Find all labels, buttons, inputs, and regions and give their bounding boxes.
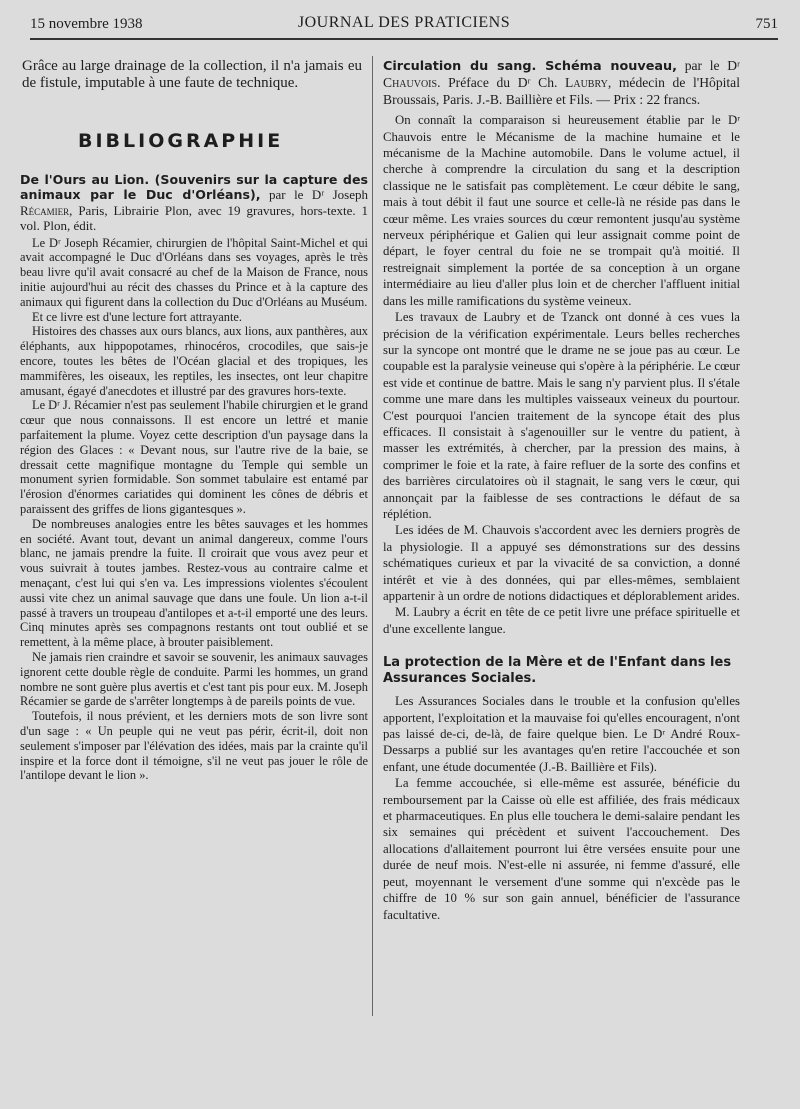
book-title-by: par le Dʳ Joseph <box>260 187 368 203</box>
paragraph: La femme accouchée, si elle-même est assurée, bénéficie du remboursement par la Caisse où elle est affiliée, des frais médicaux et pharmaceutiques. En plus elle touchera le demi-salaire pendant les six semaines qui précèdent et suivent l'accouchement. Des allocations d'allaitement pourront lui être versées ensuite pour une durée de neuf mois. N'est-elle ni assurée, ni femme d'assuré, elle peut, moyennant le versement d'une somme qui n'excède pas le chiffre de 10 % sur son gain annuel, bénéficier de l'assurance facultative. <box>383 776 740 922</box>
book-title: De l'Ours au Lion. (Souvenirs sur la capture des animaux par le Duc d'Orléans), <box>20 172 368 203</box>
book-entry-title <box>383 58 740 108</box>
section-heading: BIBLIOGRAPHIE <box>78 130 284 152</box>
left-column <box>20 58 368 783</box>
paragraph: De nombreuses analogies entre les bêtes sauvages et les hommes en société. Avant tout, devant un animal dangereux, comme l'ours blanc, ne jamais prendre la fuite. Il croirait que vous avez peur et vous suivrait à toutes jambes. Restez-vous au contraire calme et menaçant, c'est lui qui s'en va. Les impressions violentes s'écoulent aussi vite chez un animal sauvage que dans une foule. Un lion a-t-il passé à travers un troupeau d'antilopes et a-t-il emporté une des leurs. Cinq minutes après ses compagnons restants ont tout oublié et se remettent, à la même place, à brouter paisiblement. <box>20 516 368 650</box>
header-date: 15 novembre 1938 <box>30 16 143 32</box>
book-preface: . Préface du Dʳ Ch. <box>437 75 566 91</box>
article-body <box>383 693 740 923</box>
column-divider <box>372 56 373 1016</box>
paragraph: Les travaux de Laubry et de Tzanck ont donné à ces vues la précision de la vérification expérimentale. Leurs belles recherches sur la syncope ont montré que le drame ne se joue pas au cœur. Le coupable est la paralysie veineuse qui s'opère à la périphérie. Le cœur est vide et continue de battre. Mais le sang n'y parvient plus. Il s'étale comme une mare dans les multiples vaisseaux veineux du pourtour. C'est pourquoi l'ancien traitement de la syncope était des plus efficaces. Il consistait à s'agenouiller sur le ventre du patient, à masser les extrémités, à chercher, par la pression des mains, à comprimer le foie et la rate, à faire refluer de la sorte des confins et des barrières circulatoires où il stagnait, le sang vers le cœur, qui annonçait par la faiblesse de ses contractions le défaut de sa réplétion. <box>383 310 740 521</box>
paragraph: Le Dʳ Joseph Récamier, chirurgien de l'hôpital Saint-Michel et qui avait accompagné le Duc d'Orléans dans ses voyages, après le très beau livre qu'il avait consacré au chef de la Maison de France, nous initie aujourd'hui au récit des chasses du Prince et à la capture des animaux qui figurent dans la collection du Duc d'Orléans au Muséum. <box>20 235 368 309</box>
article-heading: La protection de la Mère et de l'Enfant dans les Assurances Sociales. <box>383 655 732 687</box>
book-author: Chauvois <box>383 75 438 91</box>
book-publisher: , médecin de l'Hôpital Broussais, Paris. J.-B. Baillière et Fils. — Prix : 22 francs. <box>383 75 740 107</box>
continuation-text: Grâce au large drainage de la collection, il n'a jamais eu de fistule, imputable à une faute de technique. <box>22 58 362 91</box>
paragraph: On connaît la comparaison si heureusement établie par le Dʳ Chauvois entre le Mécanisme de la machine humaine et le mécanisme de la Machine automobile. Dans le volume actuel, il cherche à comprendre la circulation du sang et la description classique ne le satisfait pas complètement. Le cœur débite le sang, mais à tout débit il faut une source et celle-là ne réside pas dans le cœur même. Les vraies sources du cœur remontent jusqu'au système nerveux périphérique et Galien qui leur assignait comme point de départ, le foyer central du foie ne se trompait qu'à moitié. Il restreignait simplement la portée de sa conception à un organe intermédiaire au lieu d'aller plus loin et de chercher l'affluent initial dans les mille ramifications du système veineux. <box>383 113 740 308</box>
paragraph: M. Laubry a écrit en tête de ce petit livre une préface spirituelle et d'une excellente langue. <box>383 605 740 636</box>
paragraph: Le Dʳ J. Récamier n'est pas seulement l'habile chirurgien et le grand cœur que nous connaissons. Il est encore un lettré et manie parfaitement la plume. Voyez cette description d'un paysage dans la région des Glaces : « Devant nous, sur l'autre rive de la baie, se dressait cette magnifique montagne du Temple qui semble un monument syrien formidable. Son sommet tabulaire est entamé par l'érosion d'énormes cariatides qui dominent les cônes de débris et paraissent des griffes de lions gigantesques ». <box>20 398 368 516</box>
book-publisher: , Paris, Librairie Plon, avec 19 gravures, hors-texte. 1 vol. Plon, édit. <box>20 202 368 234</box>
review-body <box>383 112 740 637</box>
book-entry-title <box>20 172 368 234</box>
right-column <box>383 58 740 923</box>
paragraph: Et ce livre est d'une lecture fort attrayante. <box>32 309 243 324</box>
paragraph: Les Assurances Sociales dans le trouble et la confusion qu'elles apportent, l'exploitation et la mauvaise foi qu'elles encouragent, n'ont pas laissé de-ci, de-là, de faire quelque bien. Le Dʳ André Roux-Dessarps a publié sur les avantages qu'en retire l'accouchée et son enfant, une étude documentée (J.-B. Baillière et Fils). <box>383 694 740 774</box>
preface-author: Laubry <box>565 75 608 91</box>
paragraph: Les idées de M. Chauvois s'accordent avec les derniers progrès de la physiologie. Il a appuyé ses démonstrations sur des dessins schématiques curieux et par la vivacité de sa conviction, a donné intérêt et vie à des données, qui par elles-mêmes, semblaient appartenir à un ordre de notions didactiques et déplorablement arides. <box>383 523 740 603</box>
book-title-by: par le Dʳ <box>677 58 740 73</box>
paragraph: Toutefois, il nous prévient, et les derniers mots de son livre sont d'un sage : « Un peuple qui ne veut pas périr, écrit-il, doit non seulement s'imposer par l'élévation des idées, mais par la crainte qu'il inspire et la force dont il témoigne, s'il ne veut pas jouer le rôle de l'antilope devant le lion ». <box>20 709 368 783</box>
journal-title: JOURNAL DES PRATICIENS <box>297 14 511 31</box>
running-header <box>30 16 778 40</box>
book-author: Récamier <box>20 202 70 218</box>
paragraph: Ne jamais rien craindre et savoir se souvenir, les animaux sauvages ignorent cette double règle de conduite. Parmi les hommes, un grand nombre ne sont guère plus avertis et c'est tant pis pour eux. M. Joseph Récamier se garde de s'arrêter longtemps à de pareils points de vue. <box>20 649 368 709</box>
page-number: 751 <box>755 16 778 32</box>
review-body <box>20 236 368 783</box>
paragraph: Histoires des chasses aux ours blancs, aux lions, aux panthères, aux éléphants, aux hippopotames, rhinocéros, crocodiles, que sais-je encore, toutes les bêtes de l'Océan glacial et des tropiques, les mammifères, les oiseaux, les reptiles, les insectes, ont leur chapitre amusant, égayé d'anecdotes et illustré par des gravures hors-texte. <box>20 324 368 398</box>
book-title: Circulation du sang. Schéma nouveau, <box>383 59 678 74</box>
